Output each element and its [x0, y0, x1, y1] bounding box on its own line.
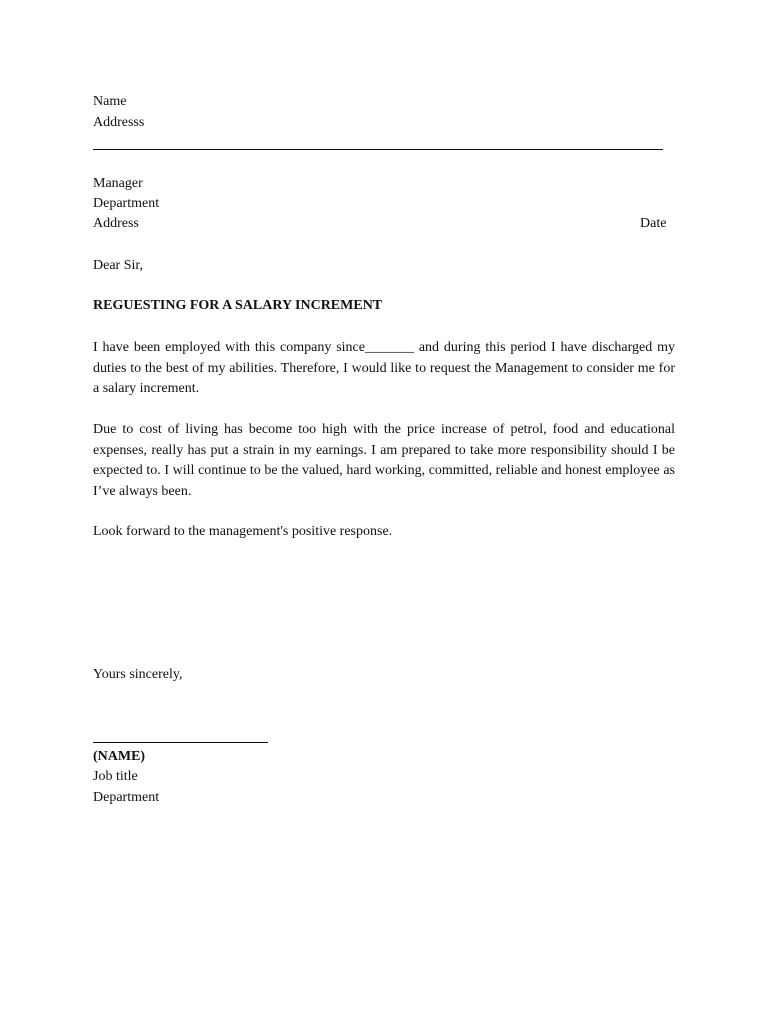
- recipient-title: Manager: [93, 176, 143, 191]
- signature-name: (NAME): [93, 749, 146, 764]
- employment-date-blank: _______: [364, 340, 414, 355]
- body-paragraph-1-end: and during this period I have discharged my duties to the best of my abilities. Therefore, I would like to request the Management to consider me for a salary increment.: [93, 340, 675, 396]
- letter-subject: REGUESTING FOR A SALARY INCREMENT: [93, 298, 383, 313]
- recipient-department: Department: [93, 196, 160, 211]
- signature-job-title: Job title: [93, 769, 138, 784]
- recipient-address: Address: [93, 216, 139, 231]
- closing: Yours sincerely,: [93, 667, 183, 682]
- body-paragraph-2: Due to cost of living has become too high with the price increase of petrol, food and educational expenses, really has put a strain in my earnings. I am prepared to take more responsibility should I be expected to. I will continue to be the valued, hard working, committed, reliable and honest employee as I’ve always been.: [93, 422, 675, 499]
- body-paragraph-3: Look forward to the management's positive response.: [93, 524, 393, 539]
- body-paragraph-1-start: I have been employed with this company since: [93, 340, 365, 355]
- header-divider: [93, 149, 663, 150]
- signature-line: [93, 742, 268, 743]
- salutation: Dear Sir,: [93, 258, 143, 273]
- sender-address: Addresss: [93, 115, 145, 130]
- sender-name: Name: [93, 94, 127, 109]
- letter-date: Date: [640, 216, 667, 231]
- body-paragraph-1: [93, 338, 675, 400]
- signature-department: Department: [93, 790, 160, 805]
